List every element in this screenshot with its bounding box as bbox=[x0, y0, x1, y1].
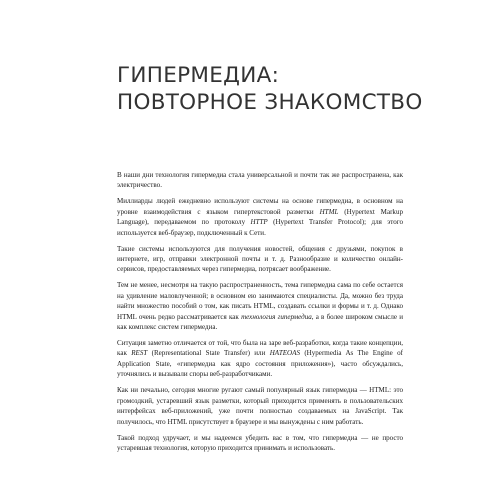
text-run: , а в более широком смысле и как комплекс систем гипермедиа. bbox=[117, 312, 403, 332]
body-paragraph bbox=[117, 338, 403, 380]
chapter-title bbox=[117, 62, 477, 116]
text-run: Как ни печально, сегодня многие ругают самый популярный язык гипермедиа — HTML: это громоздкий, устаревший язык разметки, который приходится применять в пользовательских интерфейсах веб-приложений, уже почти полностью создаваемых на JavaScript. Так получилось, что HTML присутствует в браузере и мы вынуждены с ним работать. bbox=[117, 386, 403, 426]
text-run: (Hypertext Markup Language), передаваемом по протоколу bbox=[117, 207, 403, 227]
text-run: Миллиарды людей ежедневно используют системы на основе гипермедиа, в основном на уровне взаимодействия с языком гипертекстовой разметки bbox=[117, 197, 403, 216]
emphasized-term: REST bbox=[131, 349, 148, 358]
text-run: В наши дни технология гипермедиа стала универсальной и почти так же распространена, как электричество. bbox=[117, 171, 403, 190]
body-paragraph bbox=[117, 244, 403, 275]
body-paragraph bbox=[117, 196, 403, 238]
body-paragraph bbox=[117, 170, 403, 191]
chapter-body-text bbox=[117, 170, 403, 453]
emphasized-term: HTTP bbox=[250, 218, 268, 227]
text-run: Тем не менее, несмотря на такую распространенность, тема гипермедиа сама по себе остается на удивление маловлученной; в основном ею занимаются специалисты. Да, можно без труда найти множество пособий о том, как писать HTML, создавать ссылки и формы и т. д. Однако HTML очень редко рассматривается как bbox=[117, 281, 403, 321]
body-paragraph bbox=[117, 385, 403, 427]
body-paragraph bbox=[117, 433, 403, 454]
text-run: Ситуация заметно отличается от той, что была на заре веб-разработки, когда такие концепции, как bbox=[117, 339, 403, 358]
emphasized-term: HATEOAS bbox=[269, 349, 300, 358]
chapter-title-line-1: ГИПЕРМЕДИА: bbox=[117, 63, 280, 88]
text-run: (Representational State Transfer) или bbox=[147, 349, 270, 358]
text-run: (Hypertext Transfer Protocol); для этого используется веб-браузер, подключенный к Сети. bbox=[117, 218, 403, 237]
text-run: Такой подход удручает, и мы надеемся убедить вас в том, что гипермедиа — не просто устаревшая технология, которую приходится принимать и использовать. bbox=[117, 433, 403, 452]
emphasized-term: HTML bbox=[319, 207, 339, 216]
emphasized-term: технология гипермедиа bbox=[241, 312, 312, 321]
text-run: (Hypermedia As The Engine of Application State, «гипермедиа как ядро состояния приложения»), часто обсуждались, уточнялись и вызывали споры веб-разработчиками. bbox=[117, 349, 403, 379]
chapter-title-line-2: ПОВТОРНОЕ ЗНАКОМСТВО bbox=[117, 90, 423, 115]
body-paragraph bbox=[117, 280, 403, 332]
text-run: Такие системы используются для получения новостей, общения с друзьями, покупок в интернете, игр, отправки электронной почты и т. д. Разнообразие и количество онлайн-сервисов, предоставляемых через гипермедиа, потрясает воображение. bbox=[117, 244, 403, 274]
